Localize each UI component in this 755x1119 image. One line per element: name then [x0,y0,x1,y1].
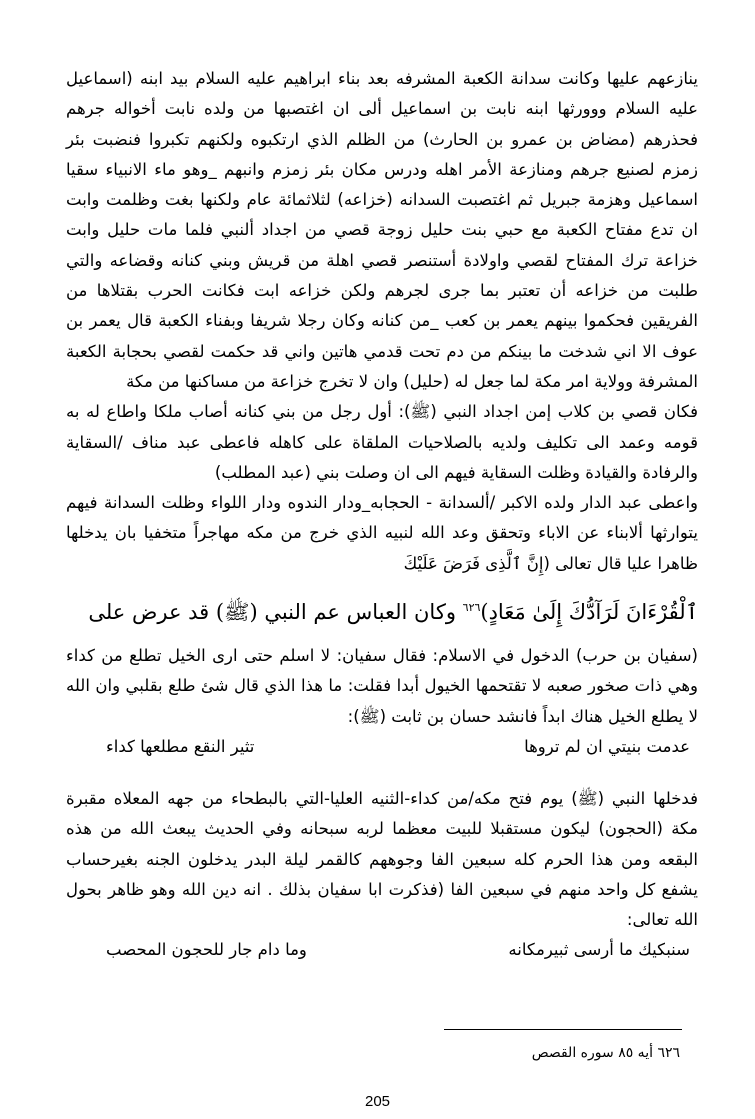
poem-verse-2 [66,935,698,965]
poem-verse-1 [66,732,698,762]
body-text [66,64,698,965]
paragraph-1: ينازعهم عليها وكانت سدانة الكعبة المشرفه بعد بناء ابراهيم عليه السلام بيد ابنه (اسماعيل عليه السلام ووورثها ابنه نابت بن اسماعيل ألى ان اغتصبها من ولده نابت أخواله جرهم فحذرهم (مضاض بن عمرو بن الحارث) من الظلم الذي ارتكبوه ولكنهم تكبروا فنضبت بئر زمزم لصنيع جرهم ومنازعة الأمر اهله ودرس مكان بئر زمزم وانبهم _وهو ماء الانبياء سقيا اسماعيل وهزمة جبريل ثم اغتصبت السدانه (خزاعه) لثلاثمائة عام ولكنها بغت وظلمت وابت ان تدع مفتاح الكعبة مع حبي بنت حليل زوجة قصي من اجداد ألنبي فلما مات حليل وابت خزاعة ترك المفتاح لقصي واولادة أستنصر قصي اهلة من قريش وبني كنانه وقضاعه والتي طلبت من خزاعه أن تعتبر بما جرى لجرهم ولكن خزاعه ابت فكانت الحرب بقتلاها من الفريقين فحكموا بينهم يعمر بن كعب _من كنانه وكان رجلا شريفا وبفناء الكعبة قال يعمر بن عوف الا اني شدخت ما بينكم من دم تحت قدمي هاتين واني قد حكمت لقصي بحجابة الكعبة المشرفة وولاية امر مكة لما جعل له (حليل) وان لا تخرج خزاعة من مساكنها من مكة [66,69,698,391]
after-verse-text: وكان العباس عم النبي (ﷺ) قد عرض على [88,600,456,625]
footnote-reference: ٦٢٦ [462,601,481,615]
poem-2-second-hemistich: وما دام جار للحجون المحصب [106,940,307,960]
footnote: ٦٢٦ أيه ٨٥ سوره القصص [531,1045,680,1061]
footnote-divider [444,1029,682,1030]
page-number: 205 [364,1093,391,1110]
poem-1-first-hemistich: عدمت بنيتي ان لم تروها [524,736,690,756]
quran-verse-line [66,579,698,641]
poem-1-second-hemistich: تثير النقع مطلعها كداء [106,736,255,756]
paragraph-2: فكان قصي بن كلاب إمن اجداد النبي (ﷺ): أول رجل من بني كنانه أصاب ملكا واطاع له به قومه وعمد الى تكليف ولديه بالصلاحيات الملقاة على كاهله فاعطى عبد مناف /السقاية والرفادة والقيادة وظلت السقاية فيهم الى ان وصلت بني (عبد المطلب) [66,402,698,482]
paragraph-3: واعطى عبد الدار ولده الاكبر /ألسدانة - الحجابه_ودار الندوه ودار اللواء وظلت السدانة فيهم يتوارثها ألابناء عن الاباء وتحقق وعد الله لنبيه الذي خرج من مكه مهاجراً متخفيا بان يدخلها ظاهرا عليا قال تعالى (إِنَّ ٱلَّذِى فَرَضَ عَلَيْكَ [66,493,698,573]
paragraph-5: فدخلها النبي (ﷺ) يوم فتح مكه/من كداء-الثنيه العليا-التي بالبطحاء من جهه المعلاه مقبرة مكة (الحجون) ليكون مستقبلا للبيت معظما لربه سبحانه وفي الحديث يبعث الله من هذه البقعه ومن هذا الحرم كله سبعين الفا وجوههم كالقمر ليلة البدر يدخلون الجنه بغيرحساب يشفع كل واحد منهم في سبعين الفا (فذكرت ابا سفيان بذلك . انه دين الله وهو ظاهر بحول الله تعالى: [66,788,698,930]
paragraph-4: (سفيان بن حرب) الدخول في الاسلام: فقال سفيان: لا اسلم حتى ارى الخيل تطلع من كداء وهي ذات صخور صعبه لا تقتحمها الخيول أبدا فقلت: ما هذا الذي قال شئ طلع بقلبي وان الله لا يطلع الخيل هناك ابداً فانشد حسان بن ثابت (ﷺ): [66,646,698,726]
poem-2-first-hemistich: سنبكيك ما أرسى ثبيرمكانه [508,940,690,960]
quran-verse-continuation: ٱلْقُرْءَانَ لَرَآدُّكَ إِلَىٰ مَعَادٍ) [480,600,698,625]
